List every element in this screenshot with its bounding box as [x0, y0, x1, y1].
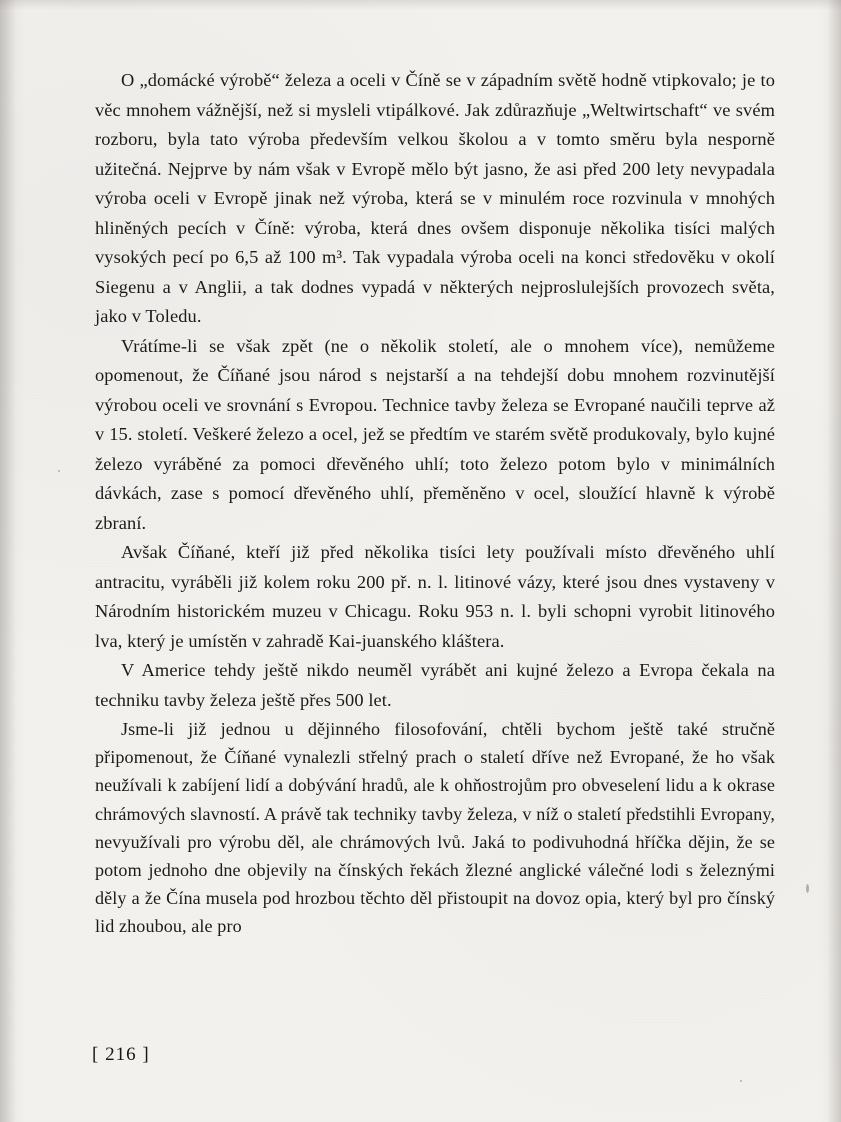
- page-edge-shadow-left: [0, 0, 16, 1122]
- scan-speck: [740, 1080, 742, 1082]
- paragraph-3: Avšak Číňané, kteří již před několika tisíci lety používali místo dřevěného uhlí antracitu, vyráběli již kolem roku 200 př. n. l. litinové vázy, které jsou dnes vystaveny v Národním historickém muzeu v Chicagu. Roku 953 n. l. byli schopni vyrobit litinového lva, který je umístěn v zahradě Kai-juanského kláštera.: [95, 542, 775, 651]
- page-edge-shadow-top: [0, 0, 841, 10]
- paragraph-2: Vrátíme-li se však zpět (ne o několik století, ale o mnohem více), nemůžeme opomenout, že Číňané jsou národ s nejstarší a na tehdejší dobu mnohem rozvinutější výrobou oceli ve srovnání s Evropou. Technice tavby železa se Evropané naučili teprve až v 15. století. Veškeré železo a ocel, jež se předtím ve starém světě produkovaly, bylo kujné železo vyráběné za pomoci dřevěného uhlí; toto železo potom bylo v minimálních dávkách, zase s pomocí dřevěného uhlí, přeměněno v ocel, sloužící hlavně k výrobě zbraní.: [95, 335, 775, 533]
- scan-speck: [58, 470, 60, 472]
- paragraph-5: Jsme-li již jednou u dějinného filosofování, chtěli bychom ještě také stručně připomenout, že Číňané vynalezli střelný prach o staletí dříve než Evropané, že ho však neužívali k zabíjení lidí a dobývání hradů, ale k ohňostrojům pro obveselení lidu a k okrase chrámových slavností. A právě tak techniky tavby železa, v níž o staletí předstihli Evropany, nevyužívali pro výrobu děl, ale chrámových lvů. Jaká to podivuhodná hříčka dějin, že se potom jednoho dne objevily na čínských řekách žlezné anglické válečné lodi s železnými děly a že Čína musela pod hrozbou těchto děl přistoupit na dovoz opia, který byl pro čínský lid zhoubou, ale pro: [95, 719, 775, 937]
- page-number: [ 216 ]: [92, 1044, 150, 1065]
- page-edge-shadow-right: [827, 0, 841, 1122]
- body-text: [95, 66, 775, 941]
- scan-speck: [806, 884, 809, 893]
- paragraph-1: O „domácké výrobě“ železa a oceli v Číně se v západním světě hodně vtipkovalo; je to věc mnohem vážnější, než si mysleli vtipálkové. Jak zdůrazňuje „Weltwirtschaft“ ve svém rozboru, byla tato výroba především velkou školou a v tomto směru byla nesporně užitečná. Nejprve by nám však v Evropě mělo být jasno, že asi před 200 lety nevypadala výroba oceli v Evropě jinak než výroba, která se v minulém roce rozvinula v mnohých hliněných pecích v Číně: výroba, která dnes ovšem disponuje několika tisíci malých vysokých pecí po 6,5 až 100 m³. Tak vypadala výroba oceli na konci středověku v okolí Siegenu a v Anglii, a tak dodnes vypadá v některých nejproslulejších provozech světa, jako v Toledu.: [95, 70, 775, 326]
- paragraph-4: V Americe tehdy ještě nikdo neuměl vyrábět ani kujné železo a Evropa čekala na techniku tavby železa ještě přes 500 let.: [95, 660, 775, 710]
